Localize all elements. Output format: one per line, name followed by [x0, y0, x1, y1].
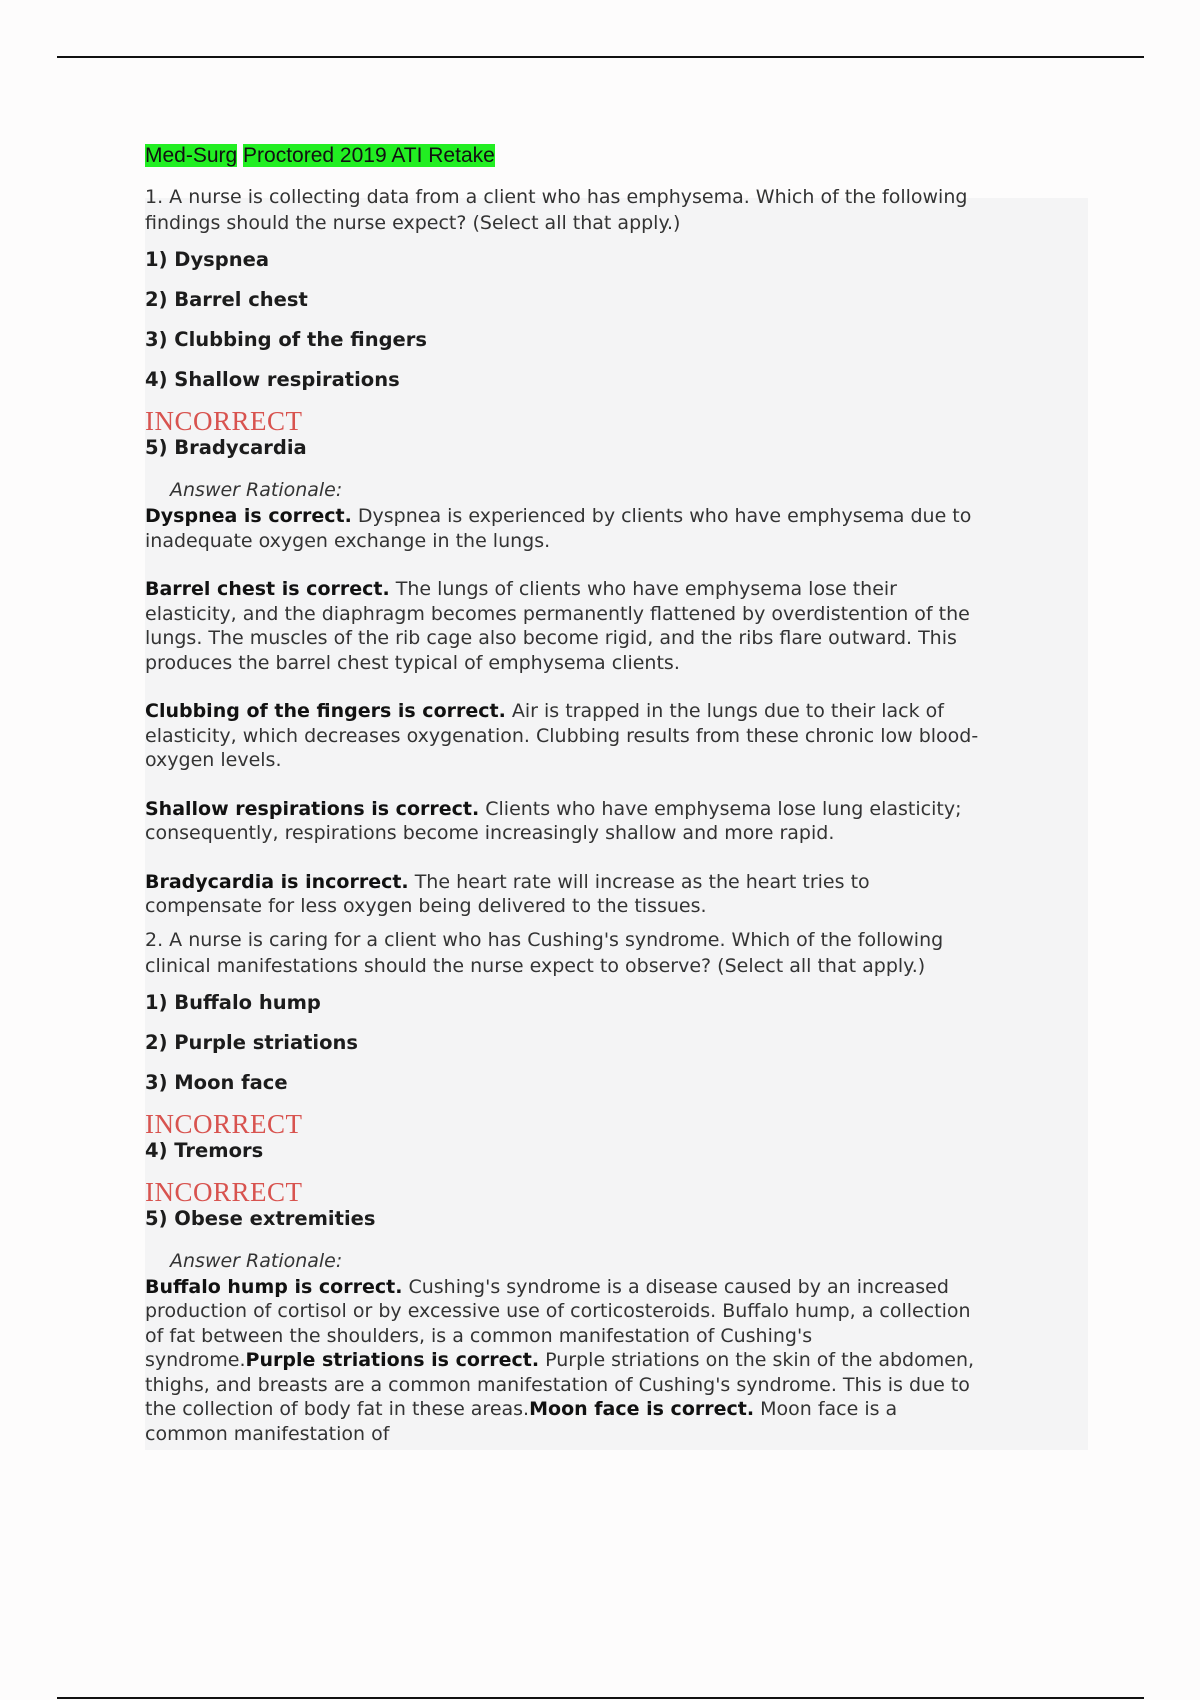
question-2-stem-line-2: clinical manifestations should the nurse expect to observe? (Select all that apply.)	[145, 954, 926, 977]
question-1-stem	[145, 184, 1085, 236]
rationale-line: Dyspnea is experienced by clients who have emphysema due to	[351, 505, 972, 527]
rationale-verdict: Clubbing of the fingers is correct.	[145, 700, 506, 722]
rationale-line: oxygen levels.	[145, 749, 282, 771]
question-2-option-4: 4) Tremors	[145, 1138, 264, 1162]
rationale-line: of fat between the shoulders, is a common manifestation of Cushing's	[145, 1324, 813, 1347]
rationale-paragraph	[145, 797, 1085, 846]
incorrect-flag: INCORRECT	[145, 1176, 303, 1207]
question-1-option-3: 3) Clubbing of the fingers	[145, 328, 428, 351]
title-part-2: Proctored 2019 ATI Retake	[243, 144, 495, 167]
question-1-stem-line-2: findings should the nurse expect? (Select all that apply.)	[145, 212, 681, 234]
question-1-option-5: 5) Bradycardia	[145, 436, 307, 459]
answer-rationale-label: Answer Rationale:	[170, 479, 343, 501]
rationale-paragraph	[145, 699, 1085, 773]
rationale-line: Moon face is a	[754, 1398, 898, 1420]
page-title	[145, 140, 495, 172]
rationale-verdict: Shallow respirations is correct.	[145, 797, 480, 820]
answer-rationale-label: Answer Rationale:	[170, 1249, 343, 1272]
rationale-line: consequently, respirations become increasingly shallow and more rapid.	[145, 822, 835, 844]
rationale-line: The lungs of clients who have emphysema lose their	[389, 578, 897, 600]
rationale-verdict: Bradycardia is incorrect.	[145, 870, 409, 893]
question-1-stem-line-1: 1. A nurse is collecting data from a client who has emphysema. Which of the following	[145, 186, 968, 208]
incorrect-flag: INCORRECT	[145, 406, 303, 436]
rationale-verdict: Buffalo hump is correct.	[145, 1275, 403, 1298]
header-rule	[57, 56, 1144, 58]
rationale-line: Clients who have emphysema lose lung elasticity;	[479, 797, 962, 820]
rationale-line: thighs, and breasts are a common manifestation of Cushing's syndrome. This is due to	[145, 1373, 970, 1396]
question-1-option-2: 2) Barrel chest	[145, 288, 308, 311]
rationale-paragraph	[145, 1275, 1085, 1447]
rationale-verdict: Dyspnea is correct.	[145, 505, 352, 527]
rationale-paragraph	[145, 870, 1085, 919]
rationale-line: lungs. The muscles of the rib cage also become rigid, and the ribs flare outward. This	[145, 627, 957, 649]
rationale-verdict: Moon face is correct.	[529, 1398, 755, 1420]
rationale-line: Cushing's syndrome is a disease caused by an increased	[402, 1275, 949, 1298]
rationale-line: Purple striations on the skin of the abdomen,	[539, 1349, 975, 1371]
question-2-stem-line-1: 2. A nurse is caring for a client who has Cushing's syndrome. Which of the following	[145, 928, 944, 951]
question-1-option-4: 4) Shallow respirations	[145, 368, 400, 391]
rationale-line: The heart rate will increase as the heart tries to	[408, 870, 870, 893]
rationale-line: elasticity, and the diaphragm becomes permanently flattened by overdistention of the	[145, 602, 970, 625]
rationale-line: produces the barrel chest typical of emphysema clients.	[145, 651, 680, 674]
question-2-option-3: 3) Moon face	[145, 1070, 288, 1094]
rationale-paragraph	[145, 577, 1085, 675]
question-2-option-1: 1) Buffalo hump	[145, 990, 321, 1014]
rationale-verdict: Purple striations is correct.	[245, 1349, 540, 1371]
rationale-line: production of cortisol or by excessive use of corticosteroids. Buffalo hump, a collection	[145, 1300, 971, 1322]
question-2-option-2: 2) Purple striations	[145, 1030, 358, 1054]
question-2-option-5: 5) Obese extremities	[145, 1206, 376, 1230]
incorrect-flag: INCORRECT	[145, 1108, 303, 1139]
rationale-paragraph	[145, 504, 1085, 553]
question-1-option-1: 1) Dyspnea	[145, 248, 269, 271]
question-2-stem	[145, 927, 1085, 979]
rationale-line: compensate for less oxygen being delivered to the tissues.	[145, 895, 707, 917]
rationale-line: the collection of body fat in these areas.	[145, 1398, 530, 1420]
footer-rule	[57, 1697, 1144, 1699]
rationale-line: elasticity, which decreases oxygenation. Clubbing results from these chronic low blood-	[145, 724, 979, 747]
rationale-line: syndrome.	[145, 1349, 246, 1371]
title-part-1: Med-Surg	[145, 144, 238, 167]
rationale-line: common manifestation of	[145, 1422, 390, 1445]
document-content	[145, 140, 1085, 1446]
rationale-verdict: Barrel chest is correct.	[145, 578, 390, 600]
rationale-line: Air is trapped in the lungs due to their lack of	[505, 700, 944, 722]
rationale-line: inadequate oxygen exchange in the lungs.	[145, 529, 551, 552]
